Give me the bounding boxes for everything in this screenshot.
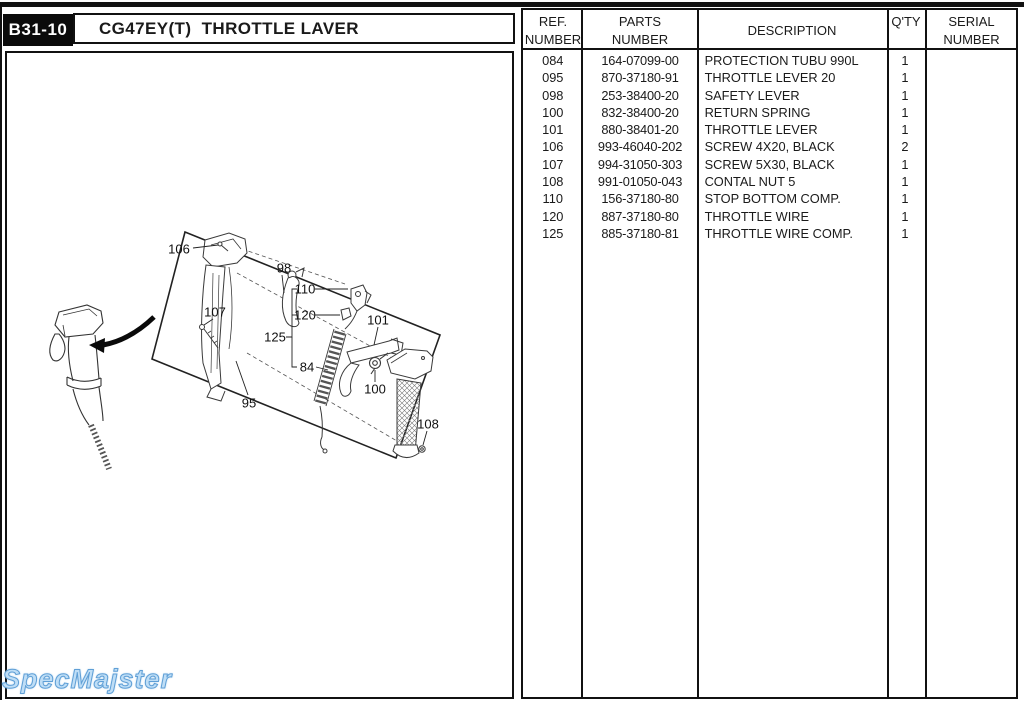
rear-handle-drawing — [387, 349, 433, 458]
page-title-box — [73, 13, 515, 44]
col-header-qty: Q'TY — [891, 14, 921, 29]
parts-table — [521, 8, 1018, 699]
table-rows — [523, 52, 1016, 242]
table-row: 084 164-07099-00 PROTECTION TUBU 990L 1 — [542, 53, 909, 68]
diagram-label-100: 100 — [364, 381, 386, 397]
table-header — [523, 10, 1016, 50]
table-row: 108 991-01050-043 CONTAL NUT 5 1 — [542, 174, 909, 190]
diagram-label-95: 95 — [241, 395, 257, 411]
watermark-logo: SpecMajster — [2, 664, 173, 694]
diagram-label-106: 106 — [168, 241, 190, 257]
table-row: 125 885-37180-81 THROTTLE WIRE COMP. 1 — [542, 225, 909, 241]
diagram-label-84: 84 — [299, 359, 315, 375]
left-border-rule — [0, 2, 2, 700]
table-row: 101 880-38401-20 THROTTLE LEVER 1 — [542, 122, 909, 138]
section-code: B31-10 — [8, 20, 68, 39]
table-row: 107 994-31050-303 SCREW 5X30, BLACK 1 — [542, 156, 909, 172]
table-row: 095 870-37180-91 THROTTLE LEVER 20 1 — [542, 70, 909, 86]
diagram-label-98: 98 — [276, 260, 292, 276]
assembled-handle-drawing — [50, 305, 109, 469]
page-title: CG47EY(T) THROTTLE LAVER — [99, 18, 359, 38]
diagram-label-110: 110 — [294, 281, 316, 297]
diagram-label-101: 101 — [367, 312, 389, 328]
col-header-parts-number: PARTS NUMBER — [611, 14, 669, 47]
exploded-diagram — [7, 53, 512, 697]
diagram-label-125: 125 — [264, 329, 286, 345]
diagram-label-107: 107 — [204, 304, 226, 320]
table-row: 110 156-37180-80 STOP BOTTOM COMP. 1 — [542, 191, 909, 207]
table-row: 100 832-38400-20 RETURN SPRING 1 — [542, 104, 909, 120]
col-header-serial-number: SERIAL NUMBER — [943, 14, 1000, 47]
table-row: 120 887-37180-80 THROTTLE WIRE 1 — [542, 208, 909, 224]
section-code-tab — [3, 14, 73, 46]
col-header-description: DESCRIPTION — [747, 23, 837, 38]
col-header-ref-number: REF. NUMBER — [524, 14, 582, 47]
top-border-rule — [0, 2, 1024, 7]
diagram-label-120: 120 — [294, 307, 316, 323]
diagram-label-108: 108 — [417, 416, 439, 432]
exploded-view-panel — [5, 51, 514, 699]
table-row: 098 253-38400-20 SAFETY LEVER 1 — [542, 87, 909, 103]
table-row: 106 993-46040-202 SCREW 4X20, BLACK 2 — [542, 139, 909, 155]
